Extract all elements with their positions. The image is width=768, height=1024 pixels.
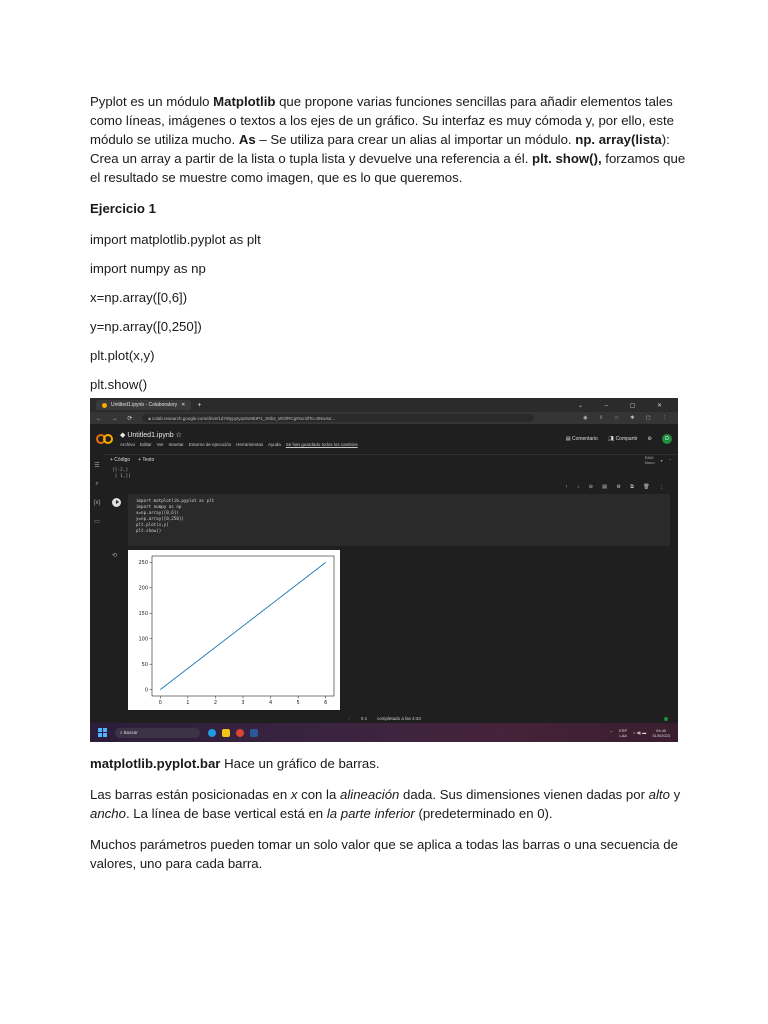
bar-function-name: matplotlib.pyplot.bar xyxy=(90,756,221,771)
code-line: import numpy as np xyxy=(90,261,206,276)
previous-output: [[-2,] [ 1,]] xyxy=(112,468,131,479)
taskbar-app-icons xyxy=(208,729,258,737)
menu-ver[interactable]: Ver xyxy=(156,442,164,447)
saved-status-link[interactable]: Se han guardado todos los cambios xyxy=(285,442,358,447)
windows-start-icon[interactable] xyxy=(98,728,107,737)
search-icon: ⌕ xyxy=(120,730,123,735)
status-text: completado a las 4:34 xyxy=(376,716,421,721)
parameters-paragraph: Muchos parámetros pueden tomar un solo valor que se aplica a todas las barras o una secuencia de valores, uno para cada barra. xyxy=(90,837,678,871)
code-line: plt.plot(x,y) xyxy=(90,348,155,363)
colab-favicon-icon xyxy=(102,403,107,408)
window-controls-icon[interactable]: ⌄ – ▢ ✕ xyxy=(577,402,672,409)
network-volume-icon[interactable]: ⌂ ◀) ▬ xyxy=(633,730,647,735)
colab-logo-icon xyxy=(96,434,114,444)
share-button[interactable]: 👥︎ Compartir xyxy=(607,436,638,442)
line-chart xyxy=(128,550,340,710)
drive-icon: ◆ xyxy=(120,432,126,439)
intro-text-1: Pyplot es un módulo xyxy=(90,94,214,109)
language-indicator[interactable]: ESP LAA xyxy=(619,727,628,738)
x-tick-label: 6 xyxy=(324,700,328,706)
status-time: 0 s xyxy=(360,716,367,721)
menu-archivo[interactable]: Archivo xyxy=(120,442,136,447)
chevron-up-icon[interactable]: ⌃ xyxy=(609,730,614,735)
comment-button[interactable]: ▤ Comentario xyxy=(565,436,598,442)
toc-icon[interactable]: ☰ xyxy=(94,463,100,469)
document-body-continued xyxy=(90,754,690,885)
comment-icon: ▤ xyxy=(565,436,571,442)
output-icon[interactable]: ⟲ xyxy=(112,553,118,559)
system-tray xyxy=(610,728,670,738)
y-tick-label: 100 xyxy=(138,636,148,643)
chrome-icon[interactable] xyxy=(236,729,244,737)
notebook-area xyxy=(104,454,678,714)
url-field[interactable] xyxy=(142,414,534,422)
check-icon: ✓ xyxy=(347,715,351,721)
variables-icon[interactable]: {x} xyxy=(93,500,101,506)
edge-icon[interactable] xyxy=(208,729,216,737)
people-icon: 👥︎ xyxy=(607,436,615,442)
x-tick-label: 5 xyxy=(296,700,300,706)
chevron-down-icon[interactable]: ▾ xyxy=(660,457,663,463)
x-tick-label: 3 xyxy=(241,700,245,706)
code-line: import matplotlib.pyplot as plt xyxy=(90,232,261,247)
avatar[interactable]: D xyxy=(662,434,672,444)
browser-extension-icons[interactable]: ◉ ⇪ ☆ ✱ ▢ ⋮ xyxy=(583,415,672,421)
menu-insertar[interactable]: Insertar xyxy=(168,442,184,447)
menu-bar xyxy=(120,442,358,447)
add-text-button[interactable]: + Texto xyxy=(138,457,155,463)
search-icon[interactable]: ⌕ xyxy=(95,481,99,487)
code-line: y=np.array([0,250]) xyxy=(90,319,202,334)
browser-tabbar xyxy=(90,398,678,412)
code-cell[interactable] xyxy=(128,494,670,546)
connected-dot-icon xyxy=(664,717,668,721)
colab-header xyxy=(90,424,678,455)
x-tick-label: 2 xyxy=(213,700,218,706)
bar-description-paragraph: Las barras están posicionadas en x con la alineación dada. Sus dimensiones vienen dadas por alto y ancho. La línea de base vertical está en la parte inferior (predeterminado en 0). xyxy=(90,787,681,821)
colab-screenshot xyxy=(90,398,678,742)
add-code-button[interactable]: + Código xyxy=(110,457,131,463)
intro-text-5: forzamos que el resultado se muestre como imagen, que es lo que queremos. xyxy=(90,151,686,185)
menu-editar[interactable]: Editar xyxy=(140,442,152,447)
taskbar-search[interactable]: ⌕ Buscar xyxy=(115,728,200,738)
lock-icon: 🔒︎ xyxy=(148,415,151,421)
intro-bold-matplotlib: Matplotlib xyxy=(213,94,276,109)
exercise-heading: Ejercicio 1 xyxy=(90,201,156,216)
ram-disk-indicator[interactable]: RAM Disco ▾ ⌃ xyxy=(644,455,672,465)
bar-paragraph: matplotlib.pyplot.bar Hace un gráfico de barras. xyxy=(90,756,380,771)
x-tick-label: 0 xyxy=(158,700,162,706)
clock[interactable]: 04:40 31/5/2023 xyxy=(652,727,670,738)
left-sidebar xyxy=(90,454,104,714)
menu-herramientas[interactable]: Herramientas xyxy=(236,442,264,447)
intro-text-2: que propone varias funciones sencillas para añadir elementos tales como líneas, imágenes o textos a los ejes de un gráfico. Su interfaz es muy cómoda y, por ello, este módulo se utiliza mucho. xyxy=(90,94,674,147)
folder-icon[interactable]: ▭ xyxy=(94,519,100,525)
word-icon[interactable] xyxy=(250,729,258,737)
chevron-up-icon[interactable]: ⌃ xyxy=(668,457,672,463)
plot-output xyxy=(128,550,340,710)
cell-toolbar-icons[interactable]: ↑ ↓ ⊖ ▤ ⚙ ⧉ 🗑︎ ⋮ xyxy=(564,484,668,490)
y-tick-label: 50 xyxy=(141,661,148,668)
cell-code[interactable]: import matplotlib.pyplot as plt import numpy as np x=np.array([0,6]) y=np.array([0,250]) plt.plot(x,y) plt.show() xyxy=(136,498,215,533)
tab-title: Untitled1.ipynb - Colaboratory xyxy=(111,402,178,408)
series-line xyxy=(160,562,325,689)
code-line: x=np.array([0,6]) xyxy=(90,290,188,305)
explorer-icon[interactable] xyxy=(222,729,230,737)
status-bar xyxy=(90,714,678,723)
navigation-arrows-icon[interactable]: ← → ⟳ xyxy=(96,415,137,422)
windows-taskbar xyxy=(90,723,678,742)
gear-icon[interactable]: ⚙ xyxy=(647,436,652,442)
code-line: plt.show() xyxy=(90,377,148,392)
intro-text-3: – Se utiliza para crear un alias al importar un módulo. xyxy=(255,132,576,147)
run-cell-button[interactable] xyxy=(112,498,121,507)
y-tick-label: 150 xyxy=(138,611,148,618)
x-tick-label: 1 xyxy=(186,700,190,706)
intro-bold-show: plt. show(), xyxy=(532,151,602,166)
menu-ayuda[interactable]: Ayuda xyxy=(268,442,281,447)
document-body xyxy=(90,92,690,404)
new-tab-icon[interactable]: + xyxy=(197,401,202,409)
notebook-title[interactable]: ◆ Untitled1.ipynb ☆ xyxy=(120,432,182,439)
intro-bold-as: As xyxy=(238,132,256,147)
star-icon[interactable]: ☆ xyxy=(175,432,182,439)
url-text: colab.research.google.com/drive/1d7WypyIyaz8o9EIP1_S0b2_WO/RCg#scrollTo=5Nw4xr... xyxy=(152,415,336,421)
y-tick-label: 0 xyxy=(144,687,148,694)
menu-entorno[interactable]: Entorno de ejecución xyxy=(188,442,232,447)
notebook-toolbar xyxy=(104,454,678,466)
intro-bold-array: np. array(lista xyxy=(575,132,662,147)
address-bar xyxy=(90,412,678,424)
y-tick-label: 200 xyxy=(138,585,148,592)
close-icon[interactable]: ✕ xyxy=(181,402,186,408)
y-tick-label: 250 xyxy=(138,560,148,567)
intro-text-4: ): Crea un array a partir de la lista o tupla lista y devuelve una referencia a él. xyxy=(90,132,670,166)
browser-tab[interactable] xyxy=(96,400,191,410)
x-tick-label: 4 xyxy=(268,700,273,706)
intro-paragraph xyxy=(90,92,690,187)
